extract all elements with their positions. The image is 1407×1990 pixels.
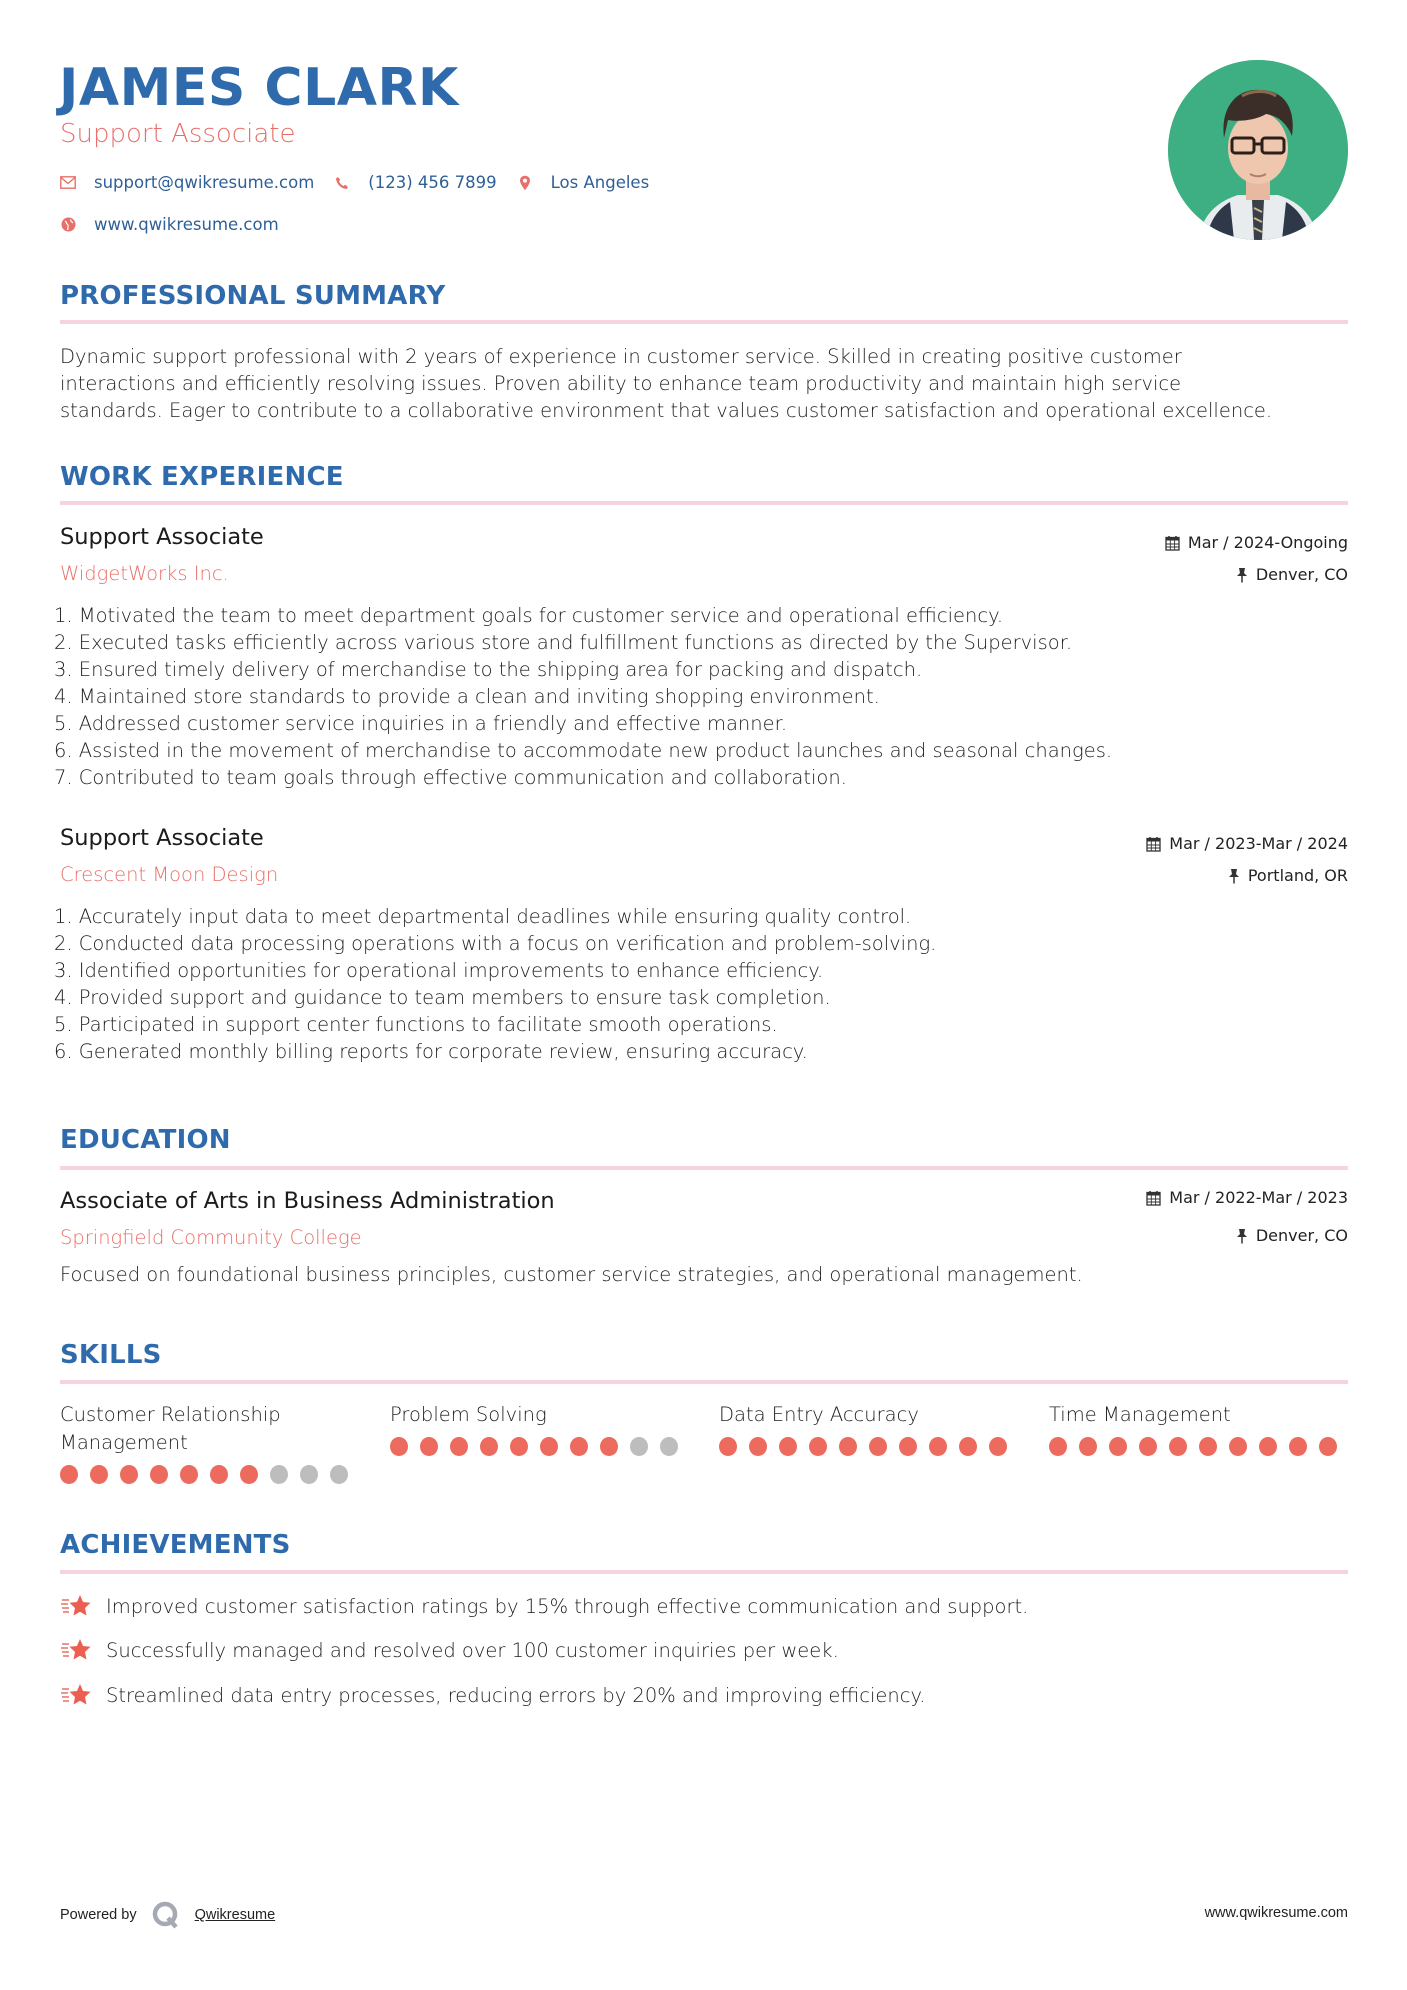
education-location-text: Denver, CO	[1255, 1226, 1348, 1245]
education-dates	[1146, 1188, 1348, 1207]
rating-dot-filled	[1079, 1437, 1097, 1456]
qwikresume-link[interactable]: Qwikresume	[194, 1907, 276, 1923]
rating-dot-empty	[630, 1437, 648, 1456]
rating-dot-filled	[150, 1465, 168, 1484]
job-bullet: 6. Assisted in the movement of merchandise to accommodate new product launches and seasonal changes.	[54, 739, 1113, 762]
skill-rating	[390, 1437, 690, 1456]
skill-label: Customer Relationship	[60, 1403, 281, 1426]
pushpin-icon	[1236, 1228, 1248, 1244]
website-row	[60, 215, 299, 234]
job-bullet: 2. Executed tasks efficiently across various store and fulfillment functions as directed by the Supervisor.	[54, 631, 1073, 654]
email-text[interactable]: support@qwikresume.com	[94, 173, 315, 192]
shooting-star-icon	[60, 1681, 92, 1709]
skill-item	[60, 1401, 360, 1484]
rating-dot-filled	[570, 1437, 588, 1456]
rating-dot-empty	[300, 1465, 318, 1484]
section-title-summary: PROFESSIONAL SUMMARY	[60, 281, 446, 311]
rating-dot-filled	[779, 1437, 797, 1456]
skill-label: Time Management	[1049, 1403, 1231, 1426]
education-location	[1236, 1226, 1348, 1245]
job-dates	[1165, 533, 1348, 552]
candidate-name: JAMES CLARK	[59, 58, 459, 118]
summary-line: standards. Eager to contribute to a collaborative environment that values customer satisfaction and operational excellence.	[60, 399, 1273, 422]
section-title-skills: SKILLS	[60, 1340, 162, 1370]
job-location-text: Denver, CO	[1255, 565, 1348, 584]
footer-powered-by	[60, 1900, 275, 1930]
job-bullet: 7. Contributed to team goals through effective communication and collaboration.	[54, 766, 847, 789]
achievement-text: Improved customer satisfaction ratings by 15% through effective communication and support.	[106, 1594, 1029, 1618]
rating-dot-filled	[510, 1437, 528, 1456]
rating-dot-filled	[1319, 1437, 1337, 1456]
degree-title: Associate of Arts in Business Administration	[60, 1188, 555, 1214]
achievement-item	[60, 1681, 925, 1709]
skill-item	[719, 1401, 1019, 1456]
calendar-icon	[1146, 1190, 1161, 1206]
rating-dot-filled	[120, 1465, 138, 1484]
rating-dot-filled	[210, 1465, 228, 1484]
job-bullet: 3. Ensured timely delivery of merchandise to the shipping area for packing and dispatch.	[54, 658, 923, 681]
school-name: Springfield Community College	[60, 1226, 362, 1249]
section-title-experience: WORK EXPERIENCE	[60, 462, 344, 492]
job-bullets	[54, 602, 1374, 791]
summary-line: Dynamic support professional with 2 years of experience in customer service. Skilled in creating positive customer	[60, 345, 1182, 368]
rating-dot-filled	[1169, 1437, 1187, 1456]
phone-text[interactable]: (123) 456 7899	[368, 173, 497, 192]
envelope-icon	[60, 175, 76, 191]
section-divider	[60, 1166, 1348, 1170]
rating-dot-filled	[90, 1465, 108, 1484]
rating-dot-filled	[809, 1437, 827, 1456]
rating-dot-filled	[420, 1437, 438, 1456]
job-company: Crescent Moon Design	[60, 863, 279, 886]
summary-line: interactions and efficiently resolving issues. Proven ability to enhance team productivity and maintain high service	[60, 372, 1182, 395]
skill-rating	[1049, 1437, 1349, 1456]
job-location-text: Portland, OR	[1247, 866, 1348, 885]
rating-dot-filled	[480, 1437, 498, 1456]
qwikresume-logo-icon	[151, 1900, 181, 1930]
contact-location	[517, 173, 650, 192]
rating-dot-filled	[1049, 1437, 1067, 1456]
job-title: Support Associate	[60, 825, 264, 851]
skill-rating	[60, 1465, 360, 1484]
job-bullets	[54, 903, 1374, 1065]
rating-dot-filled	[60, 1465, 78, 1484]
achievement-item	[60, 1592, 1028, 1620]
rating-dot-filled	[989, 1437, 1007, 1456]
skill-item	[1049, 1401, 1349, 1456]
job-bullet: 5. Addressed customer service inquiries in a friendly and effective manner.	[54, 712, 788, 735]
job-dates-text: Mar / 2024-Ongoing	[1187, 533, 1348, 552]
website-text[interactable]: www.qwikresume.com	[94, 215, 279, 234]
skill-item	[390, 1401, 690, 1456]
education-description: Focused on foundational business principles, customer service strategies, and operational management.	[60, 1263, 1083, 1286]
rating-dot-filled	[839, 1437, 857, 1456]
achievement-text: Streamlined data entry processes, reducing errors by 20% and improving efficiency.	[106, 1683, 926, 1707]
job-bullet: 3. Identified opportunities for operational improvements to enhance efficiency.	[54, 959, 824, 982]
job-company: WidgetWorks Inc.	[60, 562, 229, 585]
rating-dot-filled	[450, 1437, 468, 1456]
job-bullet: 4. Maintained store standards to provide a clean and inviting shopping environment.	[54, 685, 880, 708]
skill-label-line2: Management	[60, 1431, 188, 1454]
profile-photo	[1168, 60, 1348, 240]
phone-icon	[334, 175, 350, 191]
job-location	[1228, 866, 1348, 885]
section-divider	[60, 1380, 1348, 1384]
skill-label: Problem Solving	[390, 1403, 547, 1426]
job-bullet: 2. Conducted data processing operations with a focus on verification and problem-solving.	[54, 932, 937, 955]
rating-dot-filled	[749, 1437, 767, 1456]
pushpin-icon	[1236, 567, 1248, 583]
job-bullet: 6. Generated monthly billing reports for corporate review, ensuring accuracy.	[54, 1040, 808, 1063]
shooting-star-icon	[60, 1636, 92, 1664]
job-bullet: 1. Motivated the team to meet department goals for customer service and operational efficiency.	[54, 604, 1004, 627]
achievement-item	[60, 1636, 839, 1664]
pushpin-icon	[1228, 868, 1240, 884]
rating-dot-filled	[1229, 1437, 1247, 1456]
rating-dot-filled	[1289, 1437, 1307, 1456]
section-title-achievements: ACHIEVEMENTS	[60, 1530, 291, 1560]
contact-email[interactable]	[60, 173, 314, 192]
education-dates-text: Mar / 2022-Mar / 2023	[1169, 1188, 1348, 1207]
skill-rating	[719, 1437, 1019, 1456]
section-divider	[60, 501, 1348, 505]
rating-dot-filled	[869, 1437, 887, 1456]
rating-dot-empty	[270, 1465, 288, 1484]
rating-dot-filled	[929, 1437, 947, 1456]
rating-dot-filled	[600, 1437, 618, 1456]
job-location	[1236, 565, 1348, 584]
powered-by-label: Powered by	[60, 1907, 137, 1923]
skill-label: Data Entry Accuracy	[719, 1403, 919, 1426]
rating-dot-empty	[330, 1465, 348, 1484]
job-title: Support Associate	[60, 524, 264, 550]
globe-icon	[60, 217, 76, 233]
candidate-role: Support Associate	[60, 119, 296, 149]
map-pin-icon	[517, 175, 533, 191]
job-bullet: 4. Provided support and guidance to team members to ensure task completion.	[54, 986, 831, 1009]
contact-row	[60, 173, 669, 192]
rating-dot-filled	[240, 1465, 258, 1484]
rating-dot-filled	[959, 1437, 977, 1456]
rating-dot-filled	[1109, 1437, 1127, 1456]
rating-dot-filled	[1139, 1437, 1157, 1456]
rating-dot-filled	[719, 1437, 737, 1456]
calendar-icon	[1146, 836, 1161, 852]
section-title-education: EDUCATION	[60, 1125, 231, 1155]
footer-website[interactable]: www.qwikresume.com	[1204, 1905, 1348, 1921]
section-divider	[60, 320, 1348, 324]
rating-dot-filled	[540, 1437, 558, 1456]
location-text: Los Angeles	[550, 173, 650, 192]
achievement-text: Successfully managed and resolved over 100 customer inquiries per week.	[106, 1638, 839, 1662]
person-avatar-icon	[1168, 60, 1348, 240]
job-bullet: 1. Accurately input data to meet departmental deadlines while ensuring quality control.	[54, 905, 912, 928]
summary-text	[60, 343, 1360, 424]
calendar-icon	[1165, 535, 1180, 551]
rating-dot-filled	[1199, 1437, 1217, 1456]
rating-dot-filled	[899, 1437, 917, 1456]
job-dates	[1146, 834, 1348, 853]
job-bullet: 5. Participated in support center functions to facilitate smooth operations.	[54, 1013, 778, 1036]
shooting-star-icon	[60, 1592, 92, 1620]
rating-dot-filled	[390, 1437, 408, 1456]
job-dates-text: Mar / 2023-Mar / 2024	[1169, 834, 1348, 853]
rating-dot-empty	[660, 1437, 678, 1456]
rating-dot-filled	[180, 1465, 198, 1484]
contact-website[interactable]	[60, 215, 279, 234]
rating-dot-filled	[1259, 1437, 1277, 1456]
section-divider	[60, 1570, 1348, 1574]
contact-phone[interactable]	[334, 173, 496, 192]
